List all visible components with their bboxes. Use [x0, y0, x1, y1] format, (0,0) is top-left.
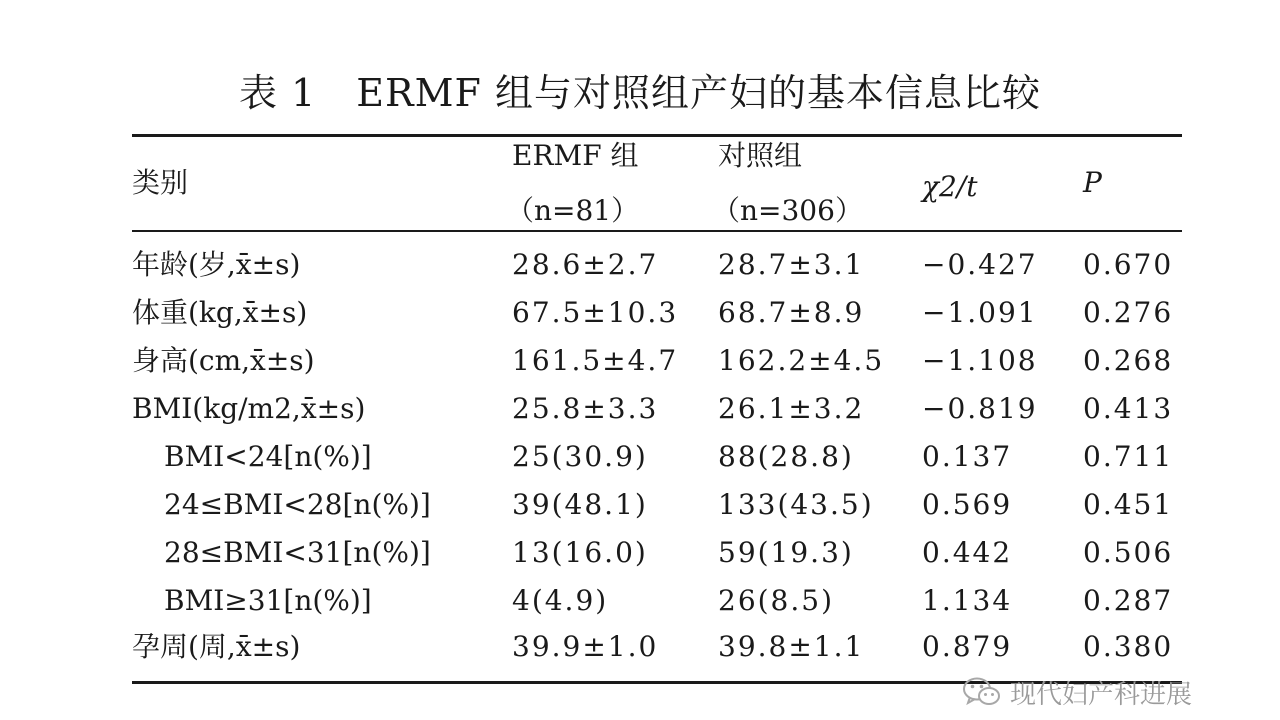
row-label: BMI<24[n(%)]: [164, 440, 372, 473]
row-label: BMI(kg/m2,x̄±s): [132, 392, 366, 425]
p-value: 0.413: [1083, 392, 1174, 425]
control-value: 26(8.5): [718, 584, 835, 617]
p-value: 0.670: [1083, 248, 1174, 281]
ermf-value: 25(30.9): [512, 440, 648, 473]
control-value: 133(43.5): [718, 488, 874, 521]
header-control: 对照组: [718, 139, 803, 172]
ermf-value: 13(16.0): [512, 536, 648, 569]
ermf-value: 39.9±1.0: [512, 630, 659, 663]
stat-value: −1.108: [922, 344, 1038, 377]
ermf-value: 25.8±3.3: [512, 392, 659, 425]
p-value: 0.287: [1083, 584, 1174, 617]
p-value: 0.711: [1083, 440, 1174, 473]
wechat-icon: [962, 676, 1002, 708]
stat-value: 1.134: [922, 584, 1013, 617]
control-value: 28.7±3.1: [718, 248, 865, 281]
control-value: 162.2±4.5: [718, 344, 885, 377]
header-rule: [132, 230, 1182, 232]
watermark: [962, 674, 1192, 710]
top-rule: [132, 134, 1182, 137]
row-label: 28≤BMI<31[n(%)]: [164, 536, 431, 569]
p-value: 0.451: [1083, 488, 1174, 521]
header-control-n: （n=306）: [712, 194, 863, 227]
watermark-text: 现代妇产科进展: [1009, 679, 1192, 710]
control-value: 88(28.8): [718, 440, 854, 473]
ermf-value: 39(48.1): [512, 488, 648, 521]
stat-value: −1.091: [922, 296, 1038, 329]
row-label: 24≤BMI<28[n(%)]: [164, 488, 431, 521]
stat-value: −0.427: [922, 248, 1038, 281]
table-number: 表 1: [239, 71, 317, 115]
ermf-value: 4(4.9): [512, 584, 609, 617]
header-ermf-n: （n=81）: [506, 194, 640, 227]
row-label: 孕周(周,x̄±s): [132, 630, 301, 663]
p-value: 0.268: [1083, 344, 1174, 377]
stat-value: −0.819: [922, 392, 1038, 425]
table-title: [0, 62, 1280, 117]
p-value: 0.380: [1083, 630, 1174, 663]
row-label: BMI≥31[n(%)]: [164, 584, 372, 617]
stat-value: 0.442: [922, 536, 1013, 569]
header-ermf: ERMF 组: [512, 139, 639, 172]
ermf-value: 28.6±2.7: [512, 248, 659, 281]
stat-value: 0.569: [922, 488, 1013, 521]
control-value: 59(19.3): [718, 536, 854, 569]
row-label: 体重(kg,x̄±s): [132, 296, 308, 329]
ermf-value: 161.5±4.7: [512, 344, 679, 377]
p-value: 0.276: [1083, 296, 1174, 329]
table-caption: ERMF 组与对照组产妇的基本信息比较: [356, 71, 1041, 115]
row-label: 年龄(岁,x̄±s): [132, 248, 301, 281]
control-value: 68.7±8.9: [718, 296, 865, 329]
stat-value: 0.879: [922, 630, 1013, 663]
header-stat: χ2/t: [922, 170, 978, 203]
header-category: 类别: [132, 166, 189, 199]
header-p: P: [1083, 166, 1102, 199]
control-value: 39.8±1.1: [718, 630, 865, 663]
control-value: 26.1±3.2: [718, 392, 865, 425]
p-value: 0.506: [1083, 536, 1174, 569]
ermf-value: 67.5±10.3: [512, 296, 679, 329]
row-label: 身高(cm,x̄±s): [132, 344, 315, 377]
stat-value: 0.137: [922, 440, 1013, 473]
